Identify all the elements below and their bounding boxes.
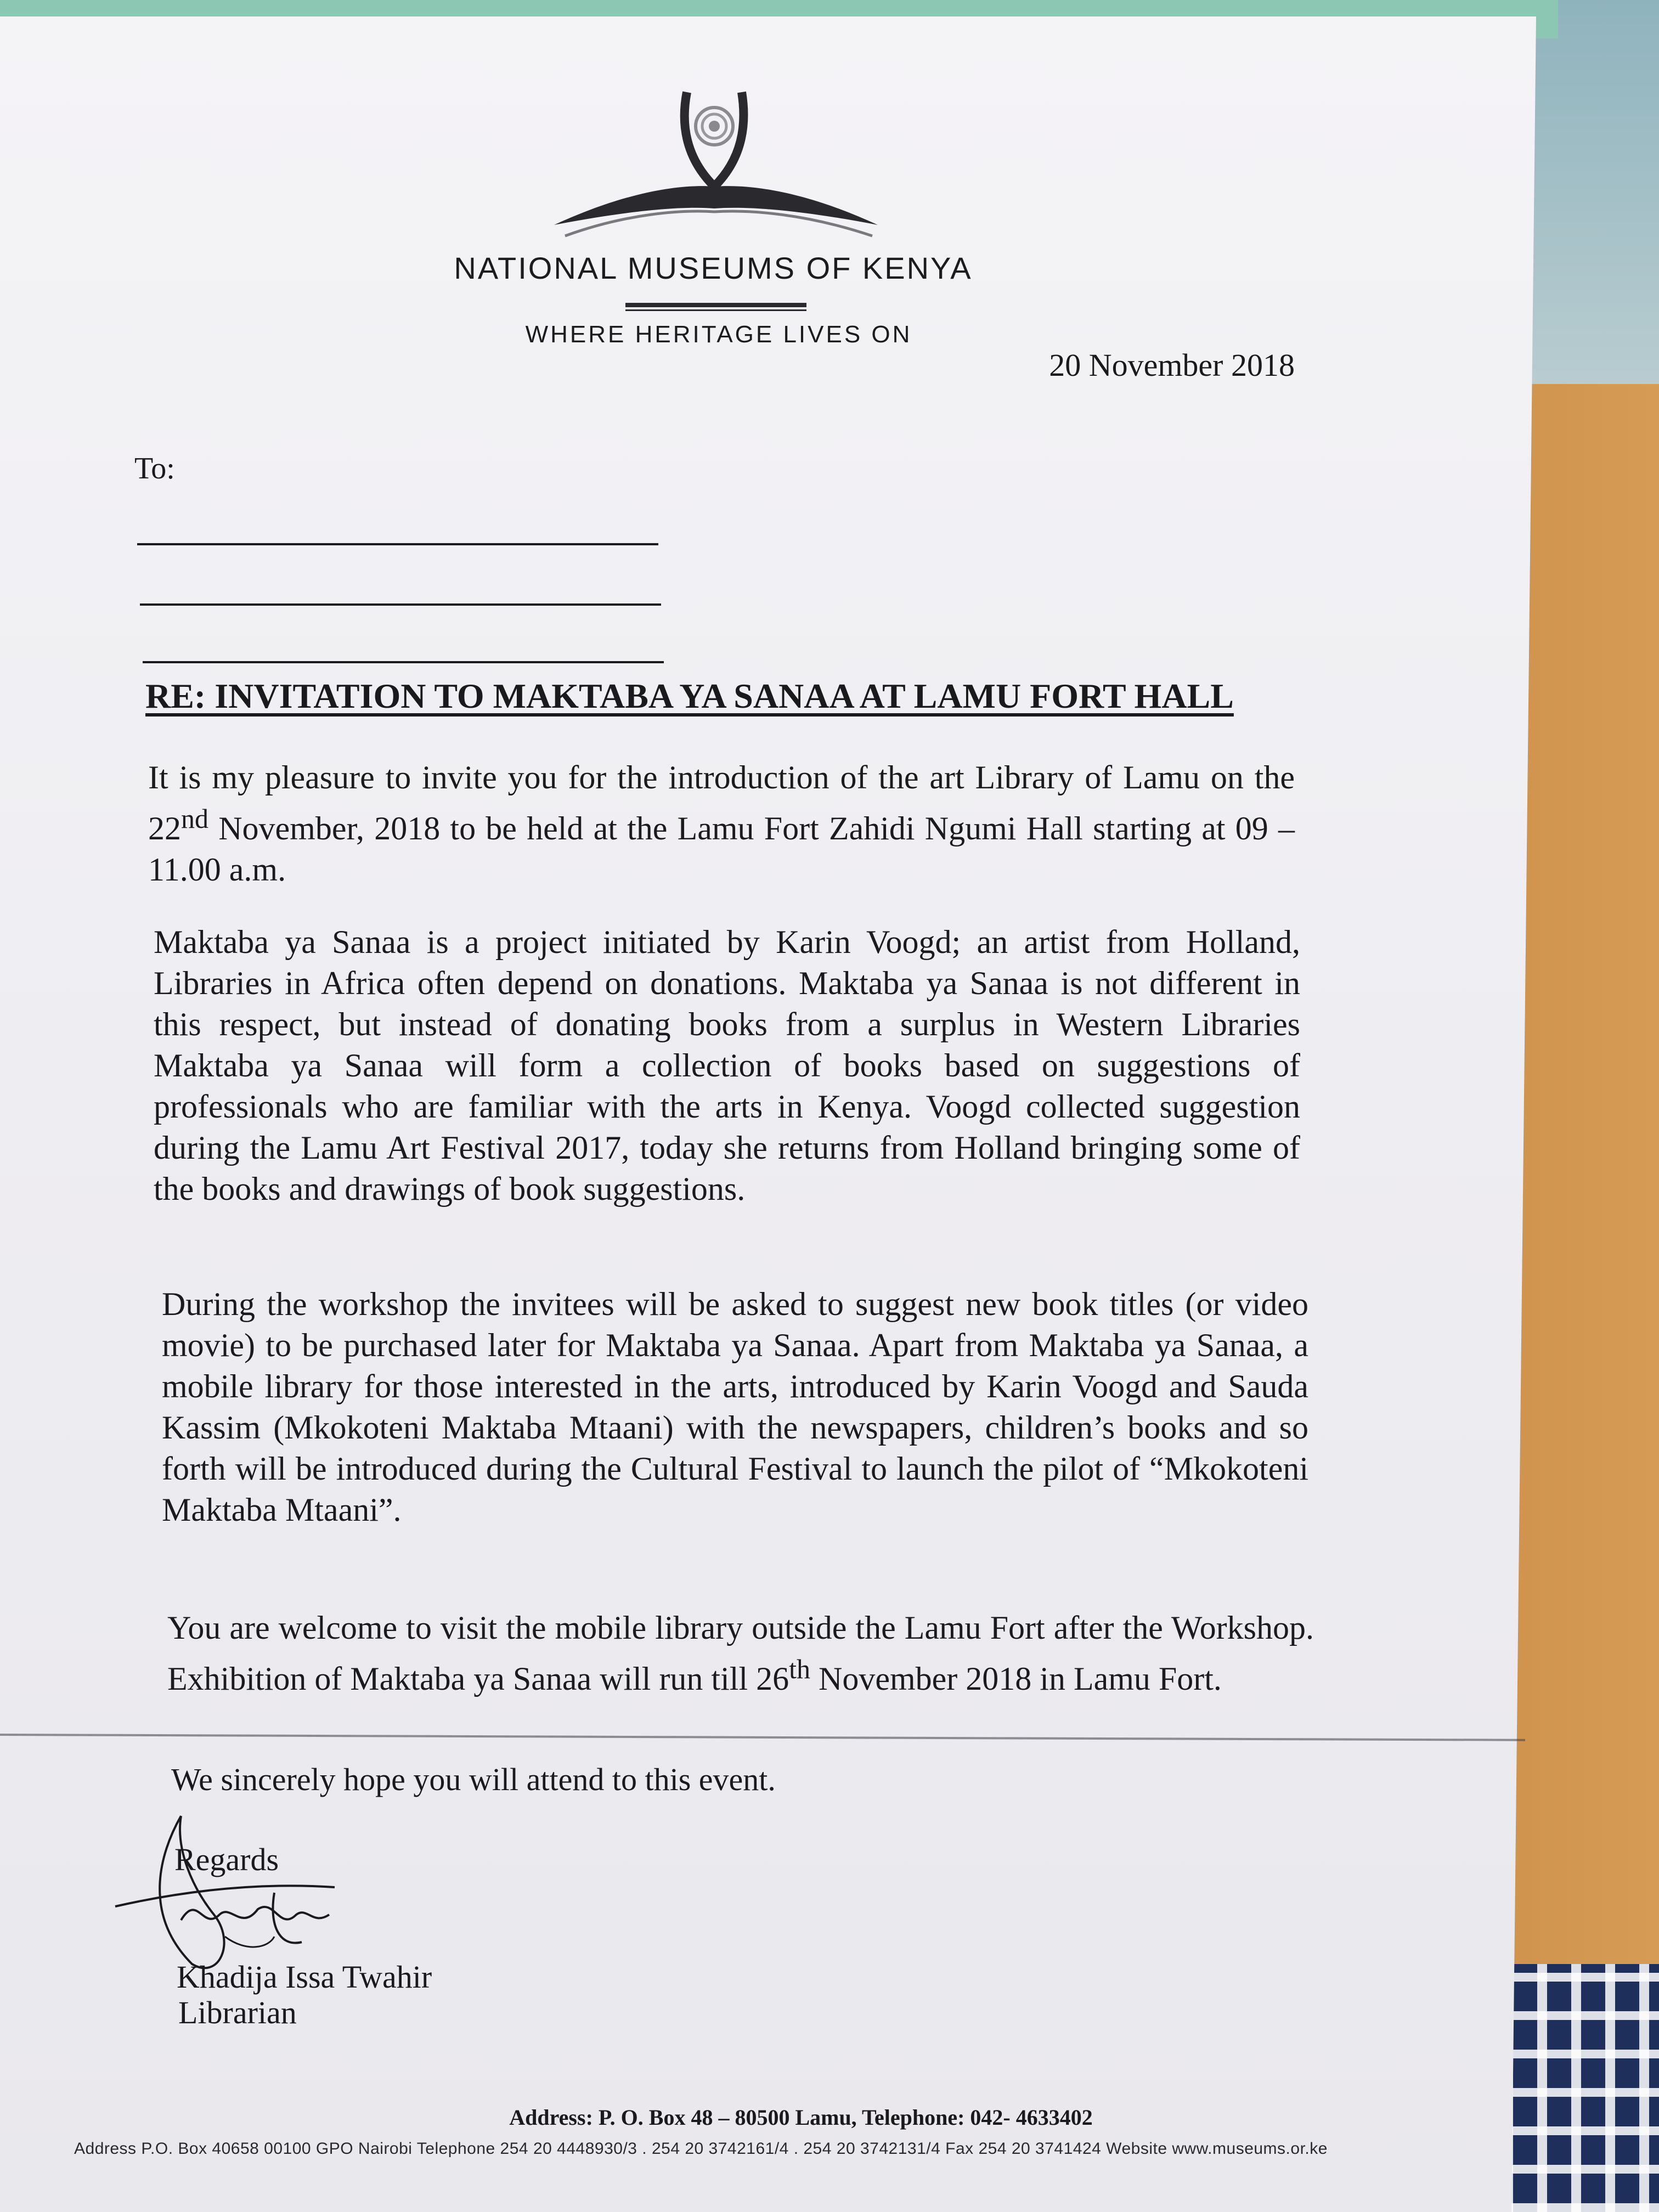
body-paragraph-3: During the workshop the invitees will be asked to suggest new book titles (or video movie) to be purchased later for Maktaba ya Sanaa. Apart from Maktaba ya Sanaa, a mobile library for those interested in the arts, introduced by Karin Voogd and Sauda Kassim (Mkokoteni Maktaba Mtaani) with the newspapers, children’s books and so forth will be introduced during the Cultural Festival to launch the pilot of “Mkokoteni Maktaba Mtaani”. xyxy=(162,1286,1308,1528)
recipient-line-2 xyxy=(140,603,661,606)
lamu-address: Address: P. O. Box 48 – 80500 Lamu, Telephone: 042- 4633402 xyxy=(509,2105,1093,2130)
signatory-title: Librarian xyxy=(178,1995,297,2030)
signatory-name: Khadija Issa Twahir xyxy=(177,1959,432,1995)
p4-text-b: November 2018 in Lamu Fort. xyxy=(810,1661,1222,1697)
recipient-label: To: xyxy=(134,452,175,486)
letter-date: 20 November 2018 xyxy=(1049,347,1295,383)
p1-text-a: It is my pleasure to invite you for the introduction of the art Library of Lamu on the 22 xyxy=(148,759,1295,847)
footer-contact-line: Address P.O. Box 40658 00100 GPO Nairobi Telephone 254 20 4448930/3 . 254 20 3742161/4 . 254 20 3742131/4 Fax 254 20 3741424 Website www.museums.or.ke xyxy=(74,2140,1328,2158)
closing-line: We sincerely hope you will attend to this event. xyxy=(171,1762,776,1797)
p4-text-a: You are welcome to visit the mobile library outside the Lamu Fort after the Workshop. Exhibition of Maktaba ya Sanaa will run till 26 xyxy=(167,1610,1314,1697)
body-paragraph-1 xyxy=(148,757,1295,890)
p1-superscript: nd xyxy=(181,803,208,834)
patterned-cloth-background xyxy=(1503,1964,1659,2212)
recipient-line-1 xyxy=(137,543,658,545)
p4-superscript: th xyxy=(789,1654,811,1684)
organization-name: NATIONAL MUSEUMS OF KENYA xyxy=(454,251,973,285)
letterhead-rule xyxy=(625,303,806,307)
national-museums-kenya-logo xyxy=(543,88,894,252)
organization-tagline: WHERE HERITAGE LIVES ON xyxy=(525,321,912,348)
body-paragraph-4 xyxy=(167,1607,1314,1700)
body-paragraph-2: Maktaba ya Sanaa is a project initiated by Karin Voogd; an artist from Holland, Libraries in Africa often depend on donations. Maktaba ya Sanaa is not different in this respect, but instead of donating books from a surplus in Western Libraries Maktaba ya Sanaa will form a collection of books based on suggestions of professionals who are familiar with the arts in Kenya. Voogd collected suggestion during the Lamu Art Festival 2017, today she returns from Holland bringing some of the books and drawings of book suggestions. xyxy=(154,924,1300,1207)
letterhead-rule-thin xyxy=(625,309,806,311)
letter-heading: RE: INVITATION TO MAKTABA YA SANAA AT LAMU FORT HALL xyxy=(145,676,1234,715)
recipient-line-3 xyxy=(143,661,664,663)
p1-text-b: November, 2018 to be held at the Lamu Fort Zahidi Ngumi Hall starting at 09 – 11.00 a.m. xyxy=(148,810,1295,888)
regards-line: Regards xyxy=(174,1842,279,1877)
blue-folder-background xyxy=(1525,0,1659,384)
